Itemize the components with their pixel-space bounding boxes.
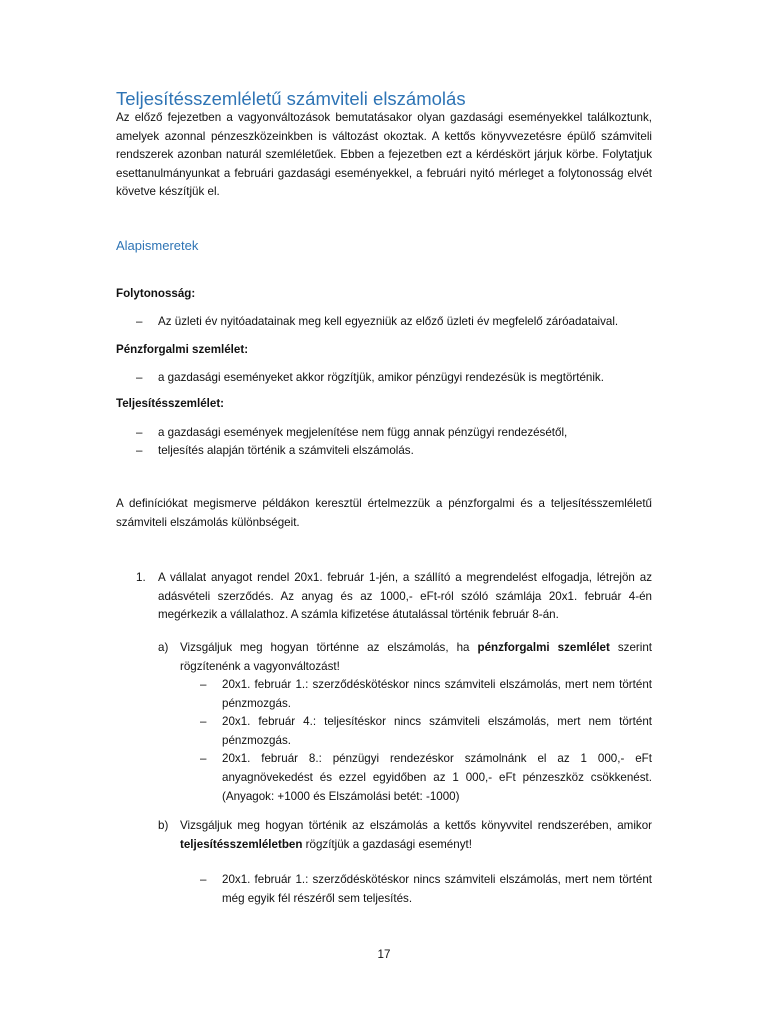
- definition-label: Folytonosság:: [116, 287, 196, 300]
- dash-bullet: –: [200, 715, 207, 729]
- paragraph-line: 20x1. február 1.: szerződéskötéskor nincs számviteli elszámolás, mert nem történt: [222, 678, 652, 691]
- intro-line: követve készítjük el.: [116, 185, 220, 199]
- intro-line: rendszerek azonban naturál szemléletűek. Ebben a fejezetben ezt a kérdéskört járjuk körbe. Folytatjuk: [116, 148, 652, 162]
- list-item-text: teljesítés alapján történik a számviteli elszámolás.: [158, 444, 414, 457]
- sub-b-bullets: [200, 871, 652, 908]
- definition-label: Teljesítésszemlélet:: [116, 397, 225, 410]
- sub-item-text: [180, 639, 652, 676]
- list-item-text: [222, 713, 652, 750]
- dash-bullet: –: [136, 371, 143, 384]
- paragraph-line: [180, 639, 652, 658]
- page-number: 17: [377, 948, 391, 961]
- list-item-text: [222, 750, 652, 806]
- numbered-item-text: [158, 569, 652, 625]
- text-run: szerint: [609, 641, 652, 654]
- sub-item-text: [180, 817, 652, 854]
- list-number: 1.: [136, 571, 146, 584]
- dash-bullet: –: [136, 315, 143, 328]
- paragraph-line: számviteli elszámolás különbségeit.: [116, 515, 300, 529]
- paragraph-line: még egyik fél részéről sem teljesítés.: [222, 891, 413, 905]
- paragraph-line: (Anyagok: +1000 és Elszámolási betét: -1000): [222, 789, 460, 803]
- list-item-text: a gazdasági események megjelenítése nem függ annak pénzügyi rendezésétől,: [158, 426, 568, 439]
- paragraph-line: 20x1. február 1.: szerződéskötéskor nincs számviteli elszámolás, mert nem történt: [222, 873, 652, 886]
- bold-term: teljesítésszemléletben: [180, 837, 303, 851]
- text-run: rögzítjük a gazdasági eseményt!: [302, 837, 472, 851]
- sub-item-letter: a): [158, 641, 169, 654]
- list-item-text: [222, 676, 652, 713]
- sub-item-letter: b): [158, 819, 169, 832]
- text-run: Vizsgáljuk meg hogyan történne az elszámolás, ha: [180, 641, 478, 654]
- dash-bullet: –: [136, 426, 143, 439]
- paragraph-line: [180, 836, 652, 855]
- bold-term: pénzforgalmi szemlélet: [477, 641, 610, 654]
- paragraph-line: adásvételi szerződés. Az anyag és az 1000,- eFt-ról szóló számlája 20x1. február 4-én: [158, 589, 652, 603]
- intro-line: Az előző fejezetben a vagyonváltozások bemutatásakor olyan gazdasági eseményekkel találkoztunk,: [116, 111, 652, 124]
- paragraph-line: megérkezik a vállalathoz. A számla kifizetése átutalással történik február 8-án.: [158, 608, 559, 622]
- definition-label: Pénzforgalmi szemlélet:: [116, 343, 249, 356]
- dash-bullet: –: [200, 752, 207, 766]
- list-item: [200, 713, 652, 750]
- intro-paragraph: [116, 109, 652, 202]
- dash-bullet: –: [200, 678, 207, 691]
- dash-bullet: –: [136, 444, 143, 457]
- paragraph-line: 20x1. február 8.: pénzügyi rendezéskor számolnánk el az 1 000,- eFt: [222, 752, 652, 766]
- paragraph-line: 20x1. február 4.: teljesítéskor nincs számviteli elszámolás, mert nem történt: [222, 715, 652, 729]
- dash-bullet: –: [200, 873, 207, 886]
- definition-paragraph: [116, 495, 652, 532]
- list-item-text: [222, 871, 652, 908]
- paragraph-line: A vállalat anyagot rendel 20x1. február 1-jén, a szállító a megrendelést elfogadja, létrejön az: [158, 571, 652, 584]
- paragraph-line: A definíciókat megismerve példákon keresztül értelmezzük a pénzforgalmi és a teljesítésszemléletű: [116, 497, 652, 510]
- list-item: [200, 750, 652, 806]
- paragraph-line: anyagnövekedést és ezzel egyidőben az 1 000,- eFt pénzeszköz csökkenést.: [222, 770, 652, 784]
- section-heading: Alapismeretek: [116, 238, 199, 253]
- paragraph-line: Vizsgáljuk meg hogyan történik az elszámolás a kettős könyvvitel rendszerében, amikor: [180, 819, 652, 832]
- list-item: [200, 871, 652, 908]
- page-title: Teljesítésszemléletű számviteli elszámolás: [116, 88, 466, 109]
- list-item-text: a gazdasági eseményeket akkor rögzítjük, amikor pénzügyi rendezésük is megtörténik.: [158, 371, 604, 384]
- sub-a-bullets: [200, 676, 652, 806]
- list-item-text: Az üzleti év nyitóadatainak meg kell egyezniük az előző üzleti év megfelelő záróadataival.: [158, 315, 619, 328]
- paragraph-line: pénzmozgás.: [222, 696, 291, 710]
- paragraph-line: rögzítenénk a vagyonváltozást!: [180, 659, 340, 673]
- list-item: [200, 676, 652, 713]
- intro-line: esettanulmányunkat a februári gazdasági eseményekkel, a februári nyitó mérleget a folytonosság elvét: [116, 166, 652, 180]
- intro-line: amelyek azonnal pénzeszközeinkben is változást okoztak. A kettős könyvvezetésre épülő számviteli: [116, 129, 652, 143]
- paragraph-line: pénzmozgás.: [222, 733, 291, 747]
